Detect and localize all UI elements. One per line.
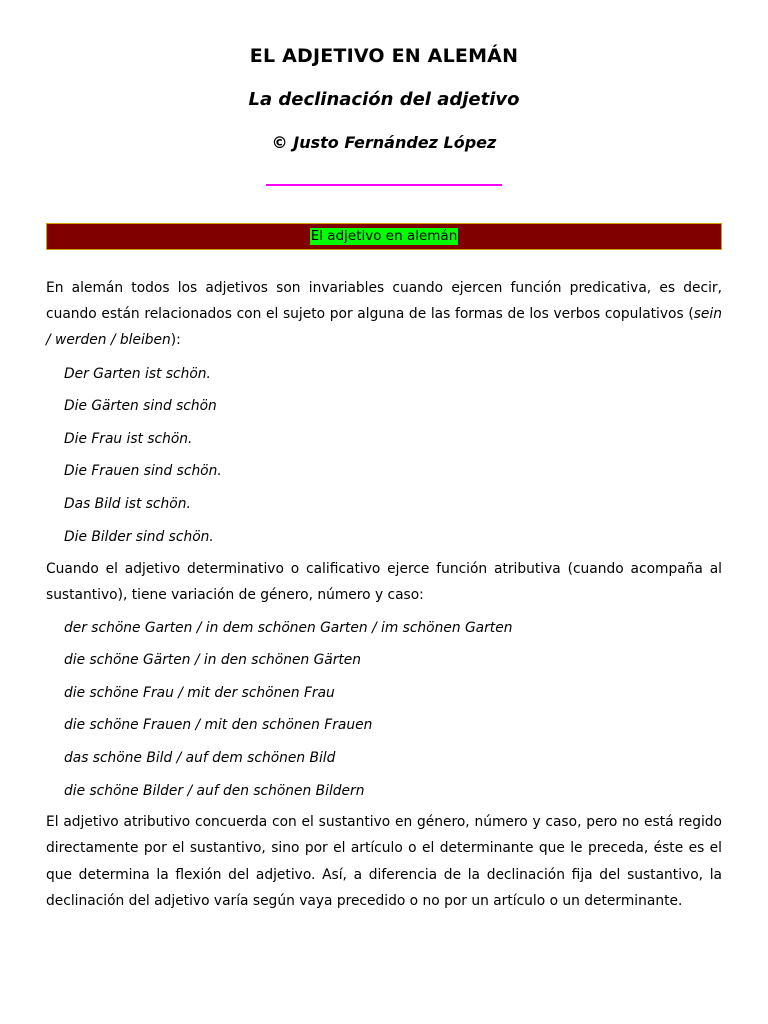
document-title: EL ADJETIVO EN ALEMÁN	[249, 45, 519, 67]
list-item: die schöne Frauen / mit den schönen Frauen	[64, 717, 373, 734]
paragraph-predicative	[46, 275, 722, 354]
list-item: Die Frau ist schön.	[64, 430, 193, 447]
attributive-examples-list	[46, 612, 722, 808]
list-item: das schöne Bild / auf dem schönen Bild	[64, 749, 336, 766]
list-item: der schöne Garten / in dem schönen Garten / im schönen Garten	[64, 619, 513, 636]
predicative-examples-list	[46, 358, 722, 554]
list-item: Der Garten ist schön.	[64, 365, 211, 382]
paragraph-agreement: El adjetivo atributivo concuerda con el sustantivo en género, número y caso, pero no está regido directamente por el sustantivo, sino por el artículo o el determinante que le preceda, éste es el que determina la flexión del adjetivo. Así, a diferencia de la declinación fija del sustantivo, la declinación del adjetivo varía según vaya precedido o no por un artículo o un determinante.	[46, 814, 722, 909]
copulative-verbs: sein / werden / bleiben	[46, 306, 722, 349]
paragraph-predicative-end: ):	[170, 332, 181, 349]
list-item: Die Gärten sind schön	[64, 398, 217, 415]
title-divider	[266, 184, 502, 186]
list-item: die schöne Gärten / in den schönen Gärten	[64, 652, 362, 669]
list-item: Das Bild ist schön.	[64, 495, 191, 512]
list-item: Die Bilder sind schön.	[64, 528, 214, 545]
paragraph-predicative-text: En alemán todos los adjetivos son invariables cuando ejercen función predicativa, es decir, cuando están relacionados con el sujeto por alguna de las formas de los verbos copulativos (	[46, 280, 722, 323]
list-item: die schöne Bilder / auf den schönen Bildern	[64, 782, 365, 799]
section-heading: El adjetivo en alemán	[310, 228, 458, 244]
document-subtitle: La declinación del adjetivo	[248, 89, 520, 110]
list-item: Die Frauen sind schön.	[64, 463, 222, 480]
document-author: © Justo Fernández López	[271, 133, 497, 152]
list-item: die schöne Frau / mit der schönen Frau	[64, 684, 335, 701]
section-heading-banner	[46, 223, 722, 250]
paragraph-attributive: Cuando el adjetivo determinativo o calificativo ejerce función atributiva (cuando acompaña al sustantivo), tiene variación de género, número y caso:	[46, 561, 722, 604]
